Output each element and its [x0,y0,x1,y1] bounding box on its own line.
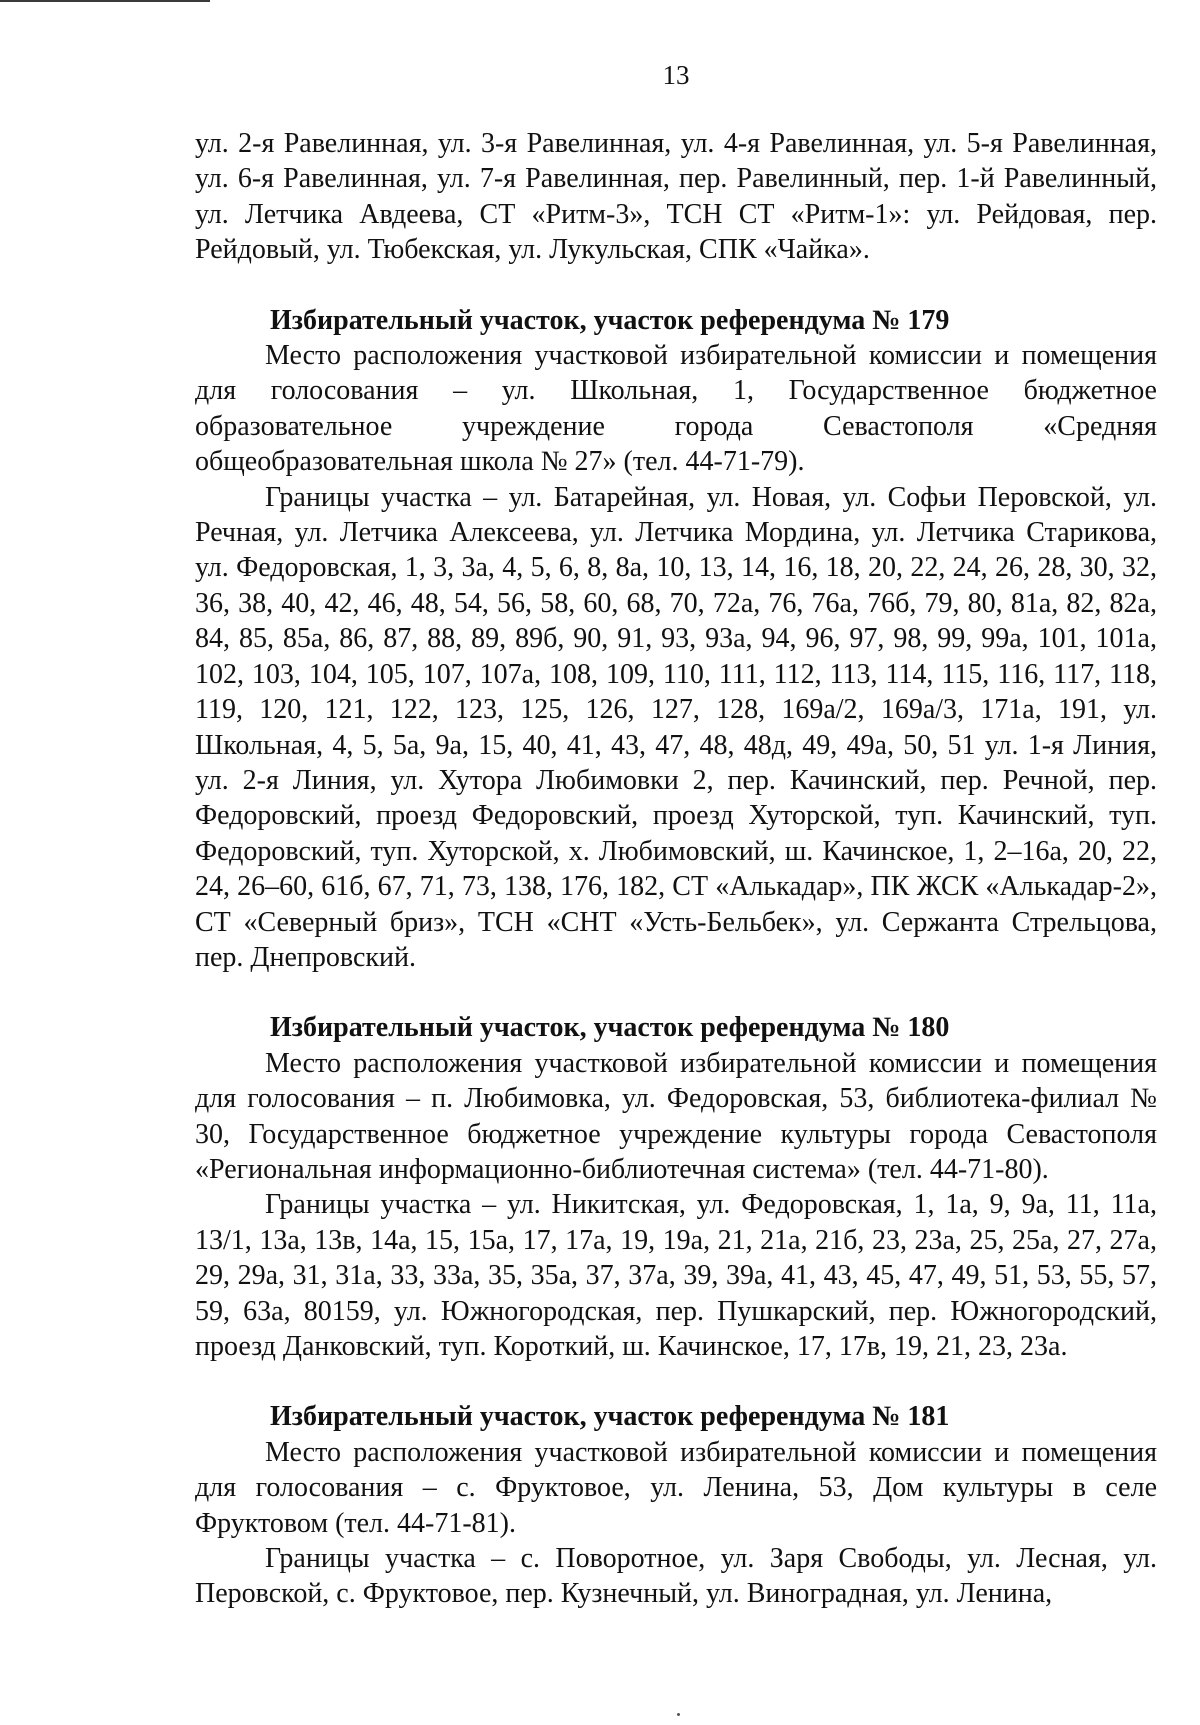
section-heading-181: Избирательный участок, участок референдума № 181 [270,1401,950,1433]
section-heading-180: Избирательный участок, участок референдума № 180 [270,1012,950,1044]
section-heading-179: Избирательный участок, участок референдума № 179 [270,304,950,336]
location-paragraph-181: Место расположения участковой избирательной комиссии и помещения для голосования – с. Фруктовое, ул. Ленина, 53, Дом культуры в селе Фруктовом (тел. 44-71-81). [195,1436,1157,1539]
page-number: 13 [662,60,690,90]
scan-speck [677,1713,680,1716]
boundaries-paragraph-180: Границы участка – ул. Никитская, ул. Федоровская, 1, 1а, 9, 9а, 11, 11а, 13/1, 13а, 13в, 14а, 15, 15а, 17, 17а, 19, 19а, 21, 21а, 21б, 23, 23а, 25, 25а, 27, 27а, 29, 29а, 31, 31а, 33, 33а, 35, 35а, 37, 37а, 39, 39а, 41, 43, 45, 47, 49, 51, 53, 55, 57, 59, 63а, 80159, ул. Южногородская, пер. Пушкарский, пер. Южногородский, проезд Данковский, туп. Короткий, ш. Качинское, 17, 17в, 19, 21, 23, 23а. [195,1189,1157,1362]
scan-edge-line [0,0,210,2]
boundaries-paragraph-179: Границы участка – ул. Батарейная, ул. Новая, ул. Софьи Перовской, ул. Речная, ул. Летчика Алексеева, ул. Летчика Мордина, ул. Летчика Старикова, ул. Федоровская, 1, 3, 3а, 4, 5, 6, 8, 8а, 10, 13, 14, 16, 18, 20, 22, 24, 26, 28, 30, 32, 36, 38, 40, 42, 46, 48, 54, 56, 58, 60, 68, 70, 72а, 76, 76а, 76б, 79, 80, 81а, 82, 82а, 84, 85, 85а, 86, 87, 88, 89, 89б, 90, 91, 93, 93а, 94, 96, 97, 98, 99, 99а, 101, 101а, 102, 103, 104, 105, 107, 107а, 108, 109, 110, 111, 112, 113, 114, 115, 116, 117, 118, 119, 120, 121, 122, 123, 125, 126, 127, 128, 169а/2, 169а/3, 171а, 191, ул. Школьная, 4, 5, 5а, 9а, 15, 40, 41, 43, 47, 48, 48д, 49, 49а, 50, 51 ул. 1-я Линия, ул. 2-я Линия, ул. Хутора Любимовки 2, пер. Качинский, пер. Речной, пер. Федоровский, проезд Федоровский, проезд Хуторской, туп. Качинский, туп. Федоровский, туп. Хуторской, х. Любимовский, ш. Качинское, 1, 2–16а, 20, 22, 24, 26–60, 61б, 67, 71, 73, 138, 176, 182, СТ «Алькадар», ПК ЖСК «Алькадар-2», СТ «Северный бриз», ТСН «СНТ «Усть-Бельбек», ул. Сержанта Стрельцова, пер. Днепровский. [195,481,1157,973]
location-paragraph-179: Место расположения участковой избирательной комиссии и помещения для голосования – ул. Школьная, 1, Государственное бюджетное образовательное учреждение города Севастополя «Средняя общеобразовательная школа № 27» (тел. 44-71-79). [195,340,1157,478]
continuation-paragraph: ул. 2-я Равелинная, ул. 3-я Равелинная, ул. 4-я Равелинная, ул. 5-я Равелинная, ул. 6-я Равелинная, ул. 7-я Равелинная, пер. Равелинный, пер. 1-й Равелинный, ул. Летчика Авдеева, СТ «Ритм-3», ТСН СТ «Ритм-1»: ул. Рейдовая, пер. Рейдовый, ул. Тюбекская, ул. Лукульская, СПК «Чайка». [195,128,1157,266]
location-paragraph-180: Место расположения участковой избирательной комиссии и помещения для голосования – п. Любимовка, ул. Федоровская, 53, библиотека-филиал № 30, Государственное бюджетное учреждение культуры города Севастополя «Региональная информационно-библиотечная система» (тел. 44-71-80). [195,1047,1157,1185]
boundaries-paragraph-181: Границы участка – с. Поворотное, ул. Заря Свободы, ул. Лесная, ул. Перовской, с. Фруктовое, пер. Кузнечный, ул. Виноградная, ул. Ленина, [195,1543,1157,1610]
document-body [195,126,1157,1612]
